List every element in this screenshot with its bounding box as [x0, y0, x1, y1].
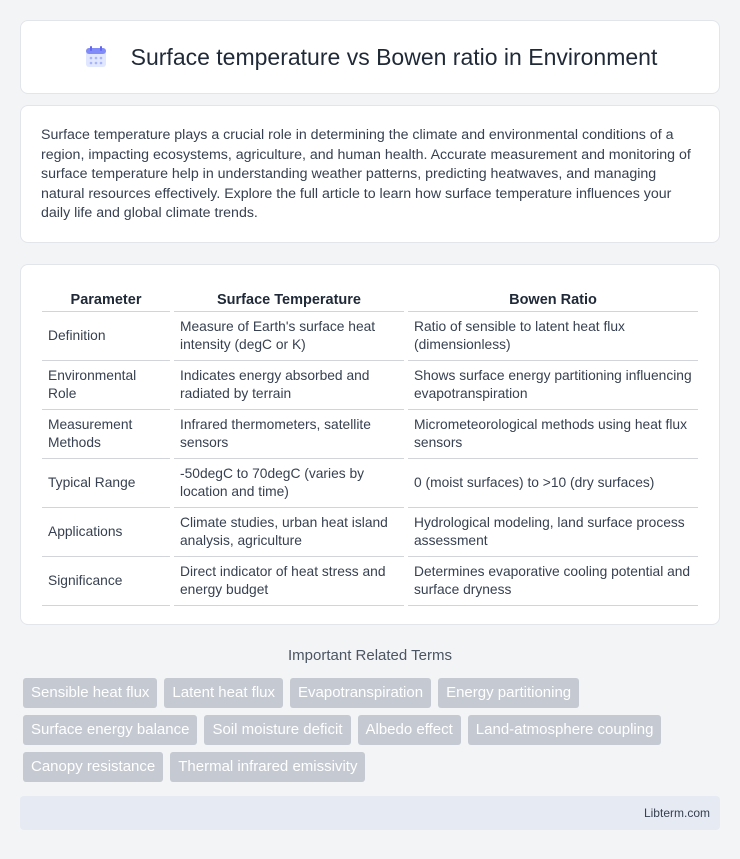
- related-terms-list: [20, 678, 720, 782]
- table-cell: Micrometeorological methods using heat flux sensors: [408, 410, 698, 459]
- tag-latent-heat-flux[interactable]: Latent heat flux: [164, 678, 283, 708]
- table-cell: Typical Range: [42, 459, 170, 508]
- related-terms-title: Important Related Terms: [288, 647, 452, 664]
- footer: [20, 796, 720, 830]
- table-row: [42, 312, 698, 361]
- table-header-row: [42, 285, 698, 312]
- table-cell: Applications: [42, 508, 170, 557]
- table-cell: Climate studies, urban heat island analysis, agriculture: [174, 508, 404, 557]
- table-cell: Hydrological modeling, land surface process assessment: [408, 508, 698, 557]
- table-cell: Environmental Role: [42, 361, 170, 410]
- calendar-icon: [83, 44, 109, 70]
- tag-land-atmosphere-coupling[interactable]: Land-atmosphere coupling: [468, 715, 662, 745]
- tag-canopy-resistance[interactable]: Canopy resistance: [23, 752, 163, 782]
- tag-albedo-effect[interactable]: Albedo effect: [358, 715, 461, 745]
- page-title: Surface temperature vs Bowen ratio in Environment: [130, 43, 658, 70]
- table-cell: 0 (moist surfaces) to >10 (dry surfaces): [408, 459, 698, 508]
- tag-energy-partitioning[interactable]: Energy partitioning: [438, 678, 579, 708]
- tag-evapotranspiration[interactable]: Evapotranspiration: [290, 678, 431, 708]
- header-surface-temperature: Surface Temperature: [174, 285, 404, 312]
- table-cell: Measure of Earth's surface heat intensity (degC or K): [174, 312, 404, 361]
- table-cell: -50degC to 70degC (varies by location and time): [174, 459, 404, 508]
- table-cell: Direct indicator of heat stress and energy budget: [174, 557, 404, 606]
- tag-surface-energy-balance[interactable]: Surface energy balance: [23, 715, 197, 745]
- tag-thermal-infrared-emissivity[interactable]: Thermal infrared emissivity: [170, 752, 365, 782]
- intro-paragraph: Surface temperature plays a crucial role in determining the climate and environmental conditions of a region, impacting ecosystems, agriculture, and human health. Accurate measurement and monitoring of surface temperature help in understanding weather patterns, predicting heatwaves, and managing natural resources effectively. Explore the full article to learn how surface temperature influences your daily life and global climate trends.: [41, 127, 691, 221]
- footer-site-link[interactable]: Libterm.com: [643, 806, 710, 820]
- table-cell: Shows surface energy partitioning influencing evapotranspiration: [408, 361, 698, 410]
- comparison-table: [38, 285, 702, 606]
- table-cell: Ratio of sensible to latent heat flux (dimensionless): [408, 312, 698, 361]
- table-cell: Significance: [42, 557, 170, 606]
- table-cell: Indicates energy absorbed and radiated by terrain: [174, 361, 404, 410]
- tag-sensible-heat-flux[interactable]: Sensible heat flux: [23, 678, 157, 708]
- table-cell: Definition: [42, 312, 170, 361]
- table-row: [42, 557, 698, 606]
- table-row: [42, 361, 698, 410]
- table-row: [42, 459, 698, 508]
- header-parameter: Parameter: [42, 285, 170, 312]
- table-row: [42, 508, 698, 557]
- header-bowen-ratio: Bowen Ratio: [408, 285, 698, 312]
- comparison-table-card: [20, 264, 720, 625]
- intro-card: [20, 105, 720, 243]
- table-row: [42, 410, 698, 459]
- tag-soil-moisture-deficit[interactable]: Soil moisture deficit: [204, 715, 350, 745]
- table-cell: Determines evaporative cooling potential and surface dryness: [408, 557, 698, 606]
- title-card: [20, 20, 720, 94]
- table-cell: Infrared thermometers, satellite sensors: [174, 410, 404, 459]
- table-cell: Measurement Methods: [42, 410, 170, 459]
